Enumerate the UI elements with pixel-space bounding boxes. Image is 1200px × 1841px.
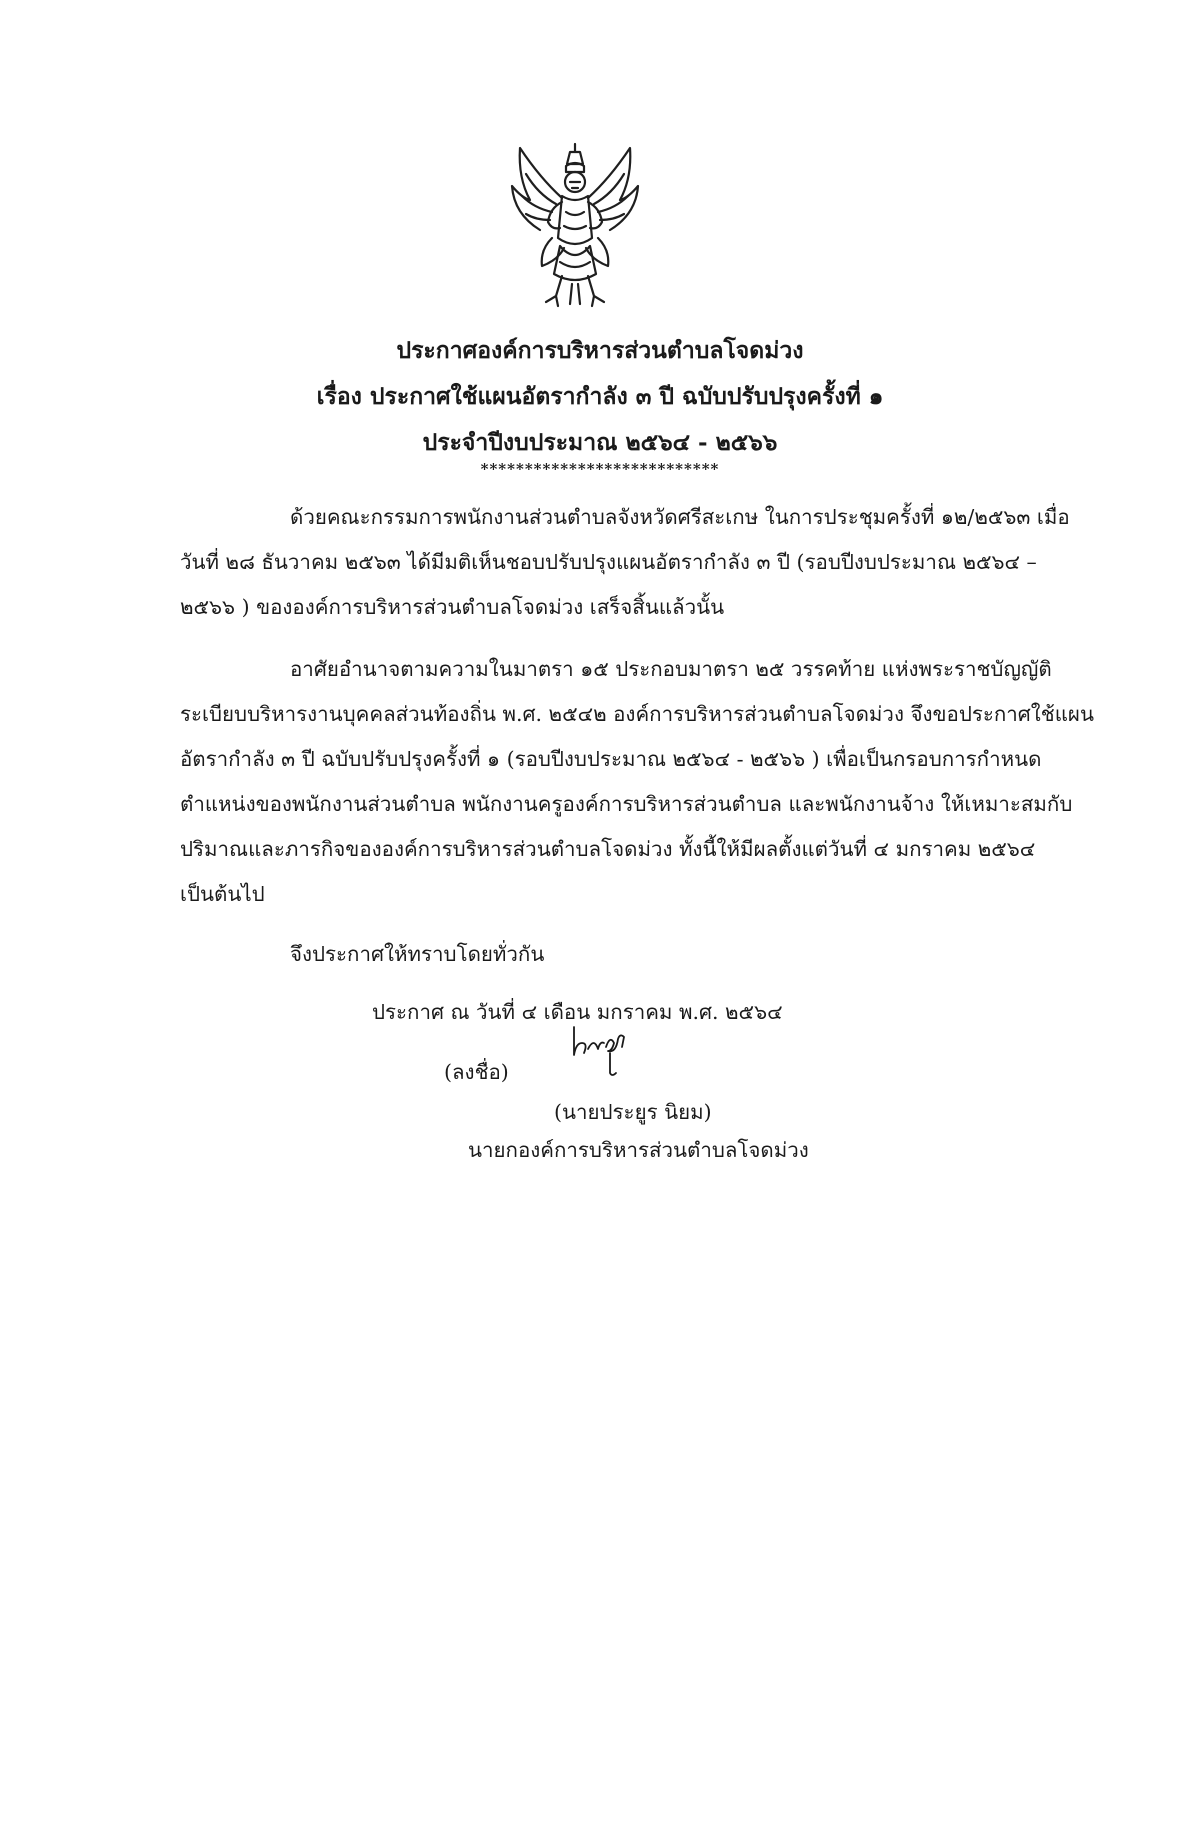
paragraph2-line6: เป็นต้นไป [180, 882, 265, 906]
signatory-name: (นายประยูร นิยม) [554, 1100, 712, 1124]
handwritten-signature [566, 1013, 636, 1083]
paragraph1-line2: วันที่ ๒๘ ธันวาคม ๒๕๖๓ ได้มีมติเห็นชอบปรับปรุงแผนอัตรากำลัง ๓ ปี (รอบปีงบประมาณ ๒๕๖๔ – [180, 550, 1037, 574]
announcement-fiscal-year: ประจำปีงบประมาณ ๒๕๖๔ - ๒๕๖๖ [422, 429, 778, 456]
paragraph1-line1: ด้วยคณะกรรมการพนักงานส่วนตำบลจังหวัดศรีสะเกษ ในการประชุมครั้งที่ ๑๒/๒๕๖๓ เมื่อ [290, 505, 1070, 529]
heading-separator: *************************** [480, 460, 720, 478]
closing-statement: จึงประกาศให้ทราบโดยทั่วกัน [290, 942, 545, 966]
paragraph2-line1: อาศัยอำนาจตามความในมาตรา ๑๕ ประกอบมาตรา ๒๕ วรรคท้าย แห่งพระราชบัญญัติ [290, 657, 1052, 681]
paragraph1-line3: ๒๕๖๖ ) ขององค์การบริหารส่วนตำบลโจดม่วง เสร็จสิ้นแล้วนั้น [180, 595, 725, 619]
garuda-emblem-icon [500, 138, 650, 313]
paragraph2-line3: อัตรากำลัง ๓ ปี ฉบับปรับปรุงครั้งที่ ๑ (รอบปีงบประมาณ ๒๕๖๔ - ๒๕๖๖ ) เพื่อเป็นกรอบการกำหนด [180, 747, 1042, 771]
signature-label: (ลงชื่อ) [444, 1060, 509, 1084]
announcement-date: ประกาศ ณ วันที่ ๔ เดือน มกราคม พ.ศ. ๒๕๖๔ [372, 1000, 783, 1024]
announcement-title: ประกาศองค์การบริหารส่วนตำบลโจดม่วง [396, 337, 804, 364]
paragraph2-line5: ปริมาณและภารกิจขององค์การบริหารส่วนตำบลโจดม่วง ทั้งนี้ให้มีผลตั้งแต่วันที่ ๔ มกราคม ๒๕๖๔ [180, 837, 1036, 861]
paragraph2-line4: ตำแหน่งของพนักงานส่วนตำบล พนักงานครูองค์การบริหารส่วนตำบล และพนักงานจ้าง ให้เหมาะสมกับ [180, 792, 1073, 816]
announcement-subject: เรื่อง ประกาศใช้แผนอัตรากำลัง ๓ ปี ฉบับปรับปรุงครั้งที่ ๑ [316, 383, 884, 410]
paragraph2-line2: ระเบียบบริหารงานบุคคลส่วนท้องถิ่น พ.ศ. ๒๕๔๒ องค์การบริหารส่วนตำบลโจดม่วง จึงขอประกาศใช้แผน [180, 702, 1094, 726]
signatory-position: นายกองค์การบริหารส่วนตำบลโจดม่วง [468, 1138, 809, 1162]
